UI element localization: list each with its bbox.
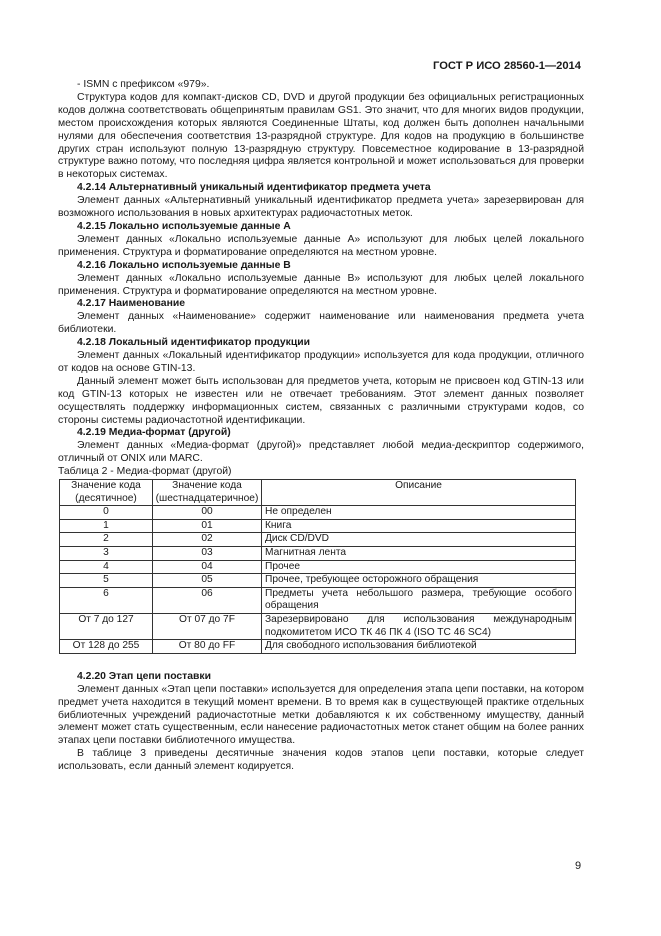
page-content bbox=[58, 79, 584, 774]
cell-decimal: От 128 до 255 bbox=[60, 640, 153, 654]
cell-description: Книга bbox=[262, 519, 576, 533]
cell-description: Зарезервировано для использования международным подкомитетом ИСО ТК 46 ПК 4 (ISO TC 46 SC4) bbox=[262, 614, 576, 640]
document-header: ГОСТ Р ИСО 28560-1—2014 bbox=[433, 60, 581, 72]
cell-hex: От 07 до 7F bbox=[153, 614, 262, 640]
paragraph: Данный элемент может быть использован для предметов учета, которым не присвоен код GTIN-13 или код GTIN-13 которых не известен или не отвечает требованиям. Этот элемент данных позволяет осуществлять поддержку информационных систем, связанных с различными структурами кодов, со стороны системы радиочастотной идентификации. bbox=[58, 375, 584, 426]
table-row bbox=[60, 587, 576, 613]
paragraph: В таблице 3 приведены десятичные значения кодов этапов цепи поставки, которые следует использовать, если данный элемент кодируется. bbox=[58, 748, 584, 773]
section-heading: 4.2.17 Наименование bbox=[77, 298, 186, 310]
cell-hex: 00 bbox=[153, 506, 262, 520]
table-row bbox=[60, 533, 576, 547]
cell-hex: От 80 до FF bbox=[153, 640, 262, 654]
cell-decimal: 6 bbox=[60, 587, 153, 613]
paragraph: Элемент данных «Локально используемые данные В» используют для любых целей локального применения. Структура и форматирование определяются на местном уровне. bbox=[58, 272, 584, 297]
column-header-decimal: Значение кода (десятичное) bbox=[60, 480, 153, 506]
paragraph: Элемент данных «Медиа-формат (другой)» представляет любой медиа-дескриптор содержимого, отличный от ONIX или MARC. bbox=[58, 440, 584, 465]
cell-description: Прочее bbox=[262, 560, 576, 574]
paragraph: Элемент данных «Альтернативный уникальный идентификатор предмета учета» зарезервирован для возможного использования в новых архитектурах радиочастотных меток. bbox=[58, 195, 584, 220]
cell-description: Для свободного использования библиотекой bbox=[262, 640, 576, 654]
table-caption: Таблица 2 - Медиа-формат (другой) bbox=[58, 466, 232, 478]
top-section bbox=[58, 79, 584, 466]
section-heading: 4.2.19 Медиа-формат (другой) bbox=[77, 427, 231, 439]
column-header-description: Описание bbox=[262, 480, 576, 506]
cell-description: Не определен bbox=[262, 506, 576, 520]
paragraph: Структура кодов для компакт-дисков CD, DVD и другой продукции без официальных регистрационных кодов должна соответствовать общепринятым правилам GS1. Это значит, что для многих видов продукции, местом происхождения которых являются Соединенные Штаты, код должен быть дополнен начальными нулями для обеспечения соответствия 13-разрядной структуре. Для кодов на продукцию в большинстве других стран используют полную 13-разрядную структуру. Повсеместное кодирование в 13-разрядной структуре важно потому, что последняя цифра является контрольной и может использоваться для проверки в некоторых системах. bbox=[58, 91, 584, 181]
page-number: 9 bbox=[575, 860, 582, 872]
section-heading: 4.2.14 Альтернативный уникальный идентификатор предмета учета bbox=[77, 182, 431, 194]
table-row bbox=[60, 560, 576, 574]
table-row bbox=[60, 547, 576, 561]
cell-decimal: 1 bbox=[60, 519, 153, 533]
bottom-section bbox=[58, 671, 584, 774]
table-row bbox=[60, 614, 576, 640]
column-header-hex: Значение кода (шестнадцатеричное) bbox=[153, 480, 262, 506]
cell-decimal: 2 bbox=[60, 533, 153, 547]
paragraph: Элемент данных «Наименование» содержит наименование или наименования предмета учета библиотеки. bbox=[58, 311, 584, 336]
cell-hex: 01 bbox=[153, 519, 262, 533]
cell-hex: 02 bbox=[153, 533, 262, 547]
cell-decimal: 4 bbox=[60, 560, 153, 574]
cell-description: Магнитная лента bbox=[262, 547, 576, 561]
section-heading: 4.2.20 Этап цепи поставки bbox=[77, 670, 212, 682]
table-header-row bbox=[60, 480, 576, 506]
cell-decimal: От 7 до 127 bbox=[60, 614, 153, 640]
cell-hex: 03 bbox=[153, 547, 262, 561]
cell-decimal: 5 bbox=[60, 574, 153, 588]
cell-hex: 06 bbox=[153, 587, 262, 613]
table-body bbox=[60, 506, 576, 654]
table-row bbox=[60, 574, 576, 588]
cell-hex: 04 bbox=[153, 560, 262, 574]
cell-hex: 05 bbox=[153, 574, 262, 588]
section-heading: 4.2.18 Локальный идентификатор продукции bbox=[77, 337, 311, 349]
table-row bbox=[60, 506, 576, 520]
media-format-table bbox=[59, 479, 576, 654]
cell-decimal: 0 bbox=[60, 506, 153, 520]
cell-description: Диск CD/DVD bbox=[262, 533, 576, 547]
table-row bbox=[60, 519, 576, 533]
paragraph: - ISMN с префиксом «979». bbox=[77, 79, 210, 90]
cell-description: Прочее, требующее осторожного обращения bbox=[262, 574, 576, 588]
table-row bbox=[60, 640, 576, 654]
cell-decimal: 3 bbox=[60, 547, 153, 561]
cell-description: Предметы учета небольшого размера, требующие особого обращения bbox=[262, 587, 576, 613]
paragraph: Элемент данных «Локальный идентификатор продукции» используется для кода продукции, отличного от кодов на основе GTIN-13. bbox=[58, 350, 584, 374]
paragraph: Элемент данных «Локально используемые данные А» используют для любых целей локального применения. Структура и форматирование определяются на местном уровне. bbox=[58, 233, 584, 258]
paragraph: Элемент данных «Этап цепи поставки» используется для определения этапа цепи поставки, на котором предмет учета находится в текущий момент времени. В то время как в существующей практике отдельных библиотечных учреждений радиочастотные метки добавляются к их собственному имуществу, данный элемент может стать существенным, если нанесение радиочастотных меток станет общим на более ранних этапах цепи поставки библиотечного имущества. bbox=[58, 683, 584, 747]
section-heading: 4.2.15 Локально используемые данные A bbox=[77, 220, 291, 232]
section-heading: 4.2.16 Локально используемые данные B bbox=[77, 259, 291, 271]
